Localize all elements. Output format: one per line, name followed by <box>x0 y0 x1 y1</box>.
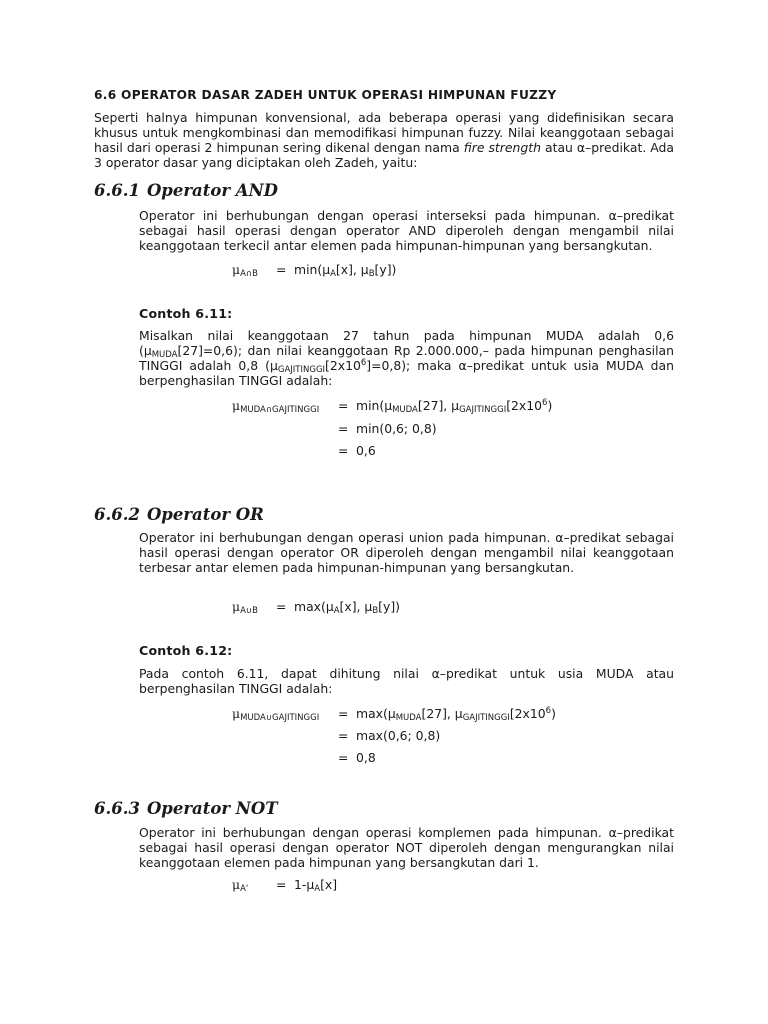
equation-rhs: $\max(\mu_A[x]$, $\mu_B[y]$) <box>294 599 400 616</box>
intro-emphasis: fire strength <box>463 140 541 155</box>
subsection-number: 6.6.3 <box>94 799 140 818</box>
not-equation <box>232 877 337 892</box>
example-title-2: Contoh 6.12: <box>139 643 233 658</box>
not-description: Operator ini berhubungan dengan operasi komplemen pada himpunan. α–predikat sebagai hasil operasi dengan operator NOT diperoleh dengan mengurangkan nilai keanggotaan elemen pada himpunan yang bersangkutan dari 1. <box>139 825 674 870</box>
subsection-title-and <box>94 183 278 198</box>
or-description: Operator ini berhubungan dengan operasi union pada himpunan. α–predikat sebagai hasil operasi dengan operator OR diperoleh dengan mengambil nilai keanggotaan terbesar antar elemen pada himpunan-himpunan yang bersangkutan. <box>139 530 674 575</box>
equals-sign: = <box>338 706 349 721</box>
subsection-number: 6.6.2 <box>94 505 140 524</box>
equation-lhs: $\mu_{MUDA\cap GAJITINGGI}$ <box>232 398 320 415</box>
example1-step-3: = 0,6 <box>338 443 376 458</box>
equation-rhs-1: $\max(\mu_{MUDA}[27]$, $\mu_{GAJITINGGI}[2x10^6)$ <box>356 706 556 723</box>
equals-sign: = <box>276 877 287 892</box>
equals-sign: = <box>338 398 349 413</box>
intro-text-after: atau α–predikat. Ada 3 operator dasar yang diciptakan oleh Zadeh, yaitu: <box>94 140 675 170</box>
subsection-label: Operator OR <box>146 505 264 524</box>
example2-step-2: = max(0,6; 0,8) <box>338 728 441 743</box>
example1-step-2: = min(0,6; 0,8) <box>338 421 437 436</box>
subsection-title-not <box>94 801 278 816</box>
equation-lhs: $\mu_{A\cap B}$ <box>232 262 258 279</box>
equals-sign: = <box>276 599 287 614</box>
equation-rhs-1: $\min(\mu_{MUDA}[27]$, $\mu_{GAJITINGGI}[2x10^6)$ <box>356 398 553 415</box>
subsection-title-or <box>94 507 264 522</box>
equation-lhs: $\mu_{A\cup B}$ <box>232 599 258 616</box>
and-description: Operator ini berhubungan dengan operasi interseksi pada himpunan. α–predikat sebagai hasil operasi dengan operator AND diperoleh dengan mengambil nilai keanggotaan terkecil antar elemen pada himpunan-himpunan yang bersangkutan. <box>139 208 674 253</box>
equation-rhs: $1-\mu_A[x]$ <box>294 877 338 894</box>
example-title-1: Contoh 6.11: <box>139 306 233 321</box>
equals-sign: = <box>276 262 287 277</box>
example2-paragraph: Pada contoh 6.11, dapat dihitung nilai α–predikat untuk usia MUDA atau berpenghasilan TINGGI adalah: <box>139 666 674 696</box>
or-equation <box>232 599 400 614</box>
subsection-number: 6.6.1 <box>94 181 140 200</box>
equation-lhs: $\mu_{MUDA\cup GAJITINGGI}$ <box>232 706 320 723</box>
example1-paragraph: Misalkan nilai keanggotaan 27 tahun pada himpunan MUDA adalah 0,6 $(\mu_{MUDA}[27]=0,6)$; dan nilai keanggotaan Rp 2.000.000,– pada himpunan penghasilan TINGGI adalah 0,8 $(\mu_{GAJITINGGI}[2x10^6]=0,8)$; maka α–predikat untuk usia MUDA dan berpenghasilan TINGGI adalah: <box>139 328 674 388</box>
example2-step-3: = 0,8 <box>338 750 376 765</box>
subsection-label: Operator NOT <box>146 799 278 818</box>
example1-equation <box>232 398 552 413</box>
intro-text-before: Seperti halnya himpunan konvensional, ada beberapa operasi yang didefinisikan secara khusus untuk mengkombinasi dan memodifikasi himpunan fuzzy. Nilai keanggotaan sebagai hasil dari operasi 2 himpunan sering dikenal dengan nama <box>94 110 674 155</box>
intro-paragraph <box>94 110 674 170</box>
subsection-label: Operator AND <box>146 181 278 200</box>
equation-rhs: $\min(\mu_A[x]$, $\mu_B[y]$) <box>294 262 397 279</box>
equation-lhs: $\mu_{A'}$ <box>232 877 249 894</box>
example2-equation <box>232 706 556 721</box>
and-equation <box>232 262 396 277</box>
section-heading: 6.6 OPERATOR DASAR ZADEH UNTUK OPERASI HIMPUNAN FUZZY <box>94 88 557 102</box>
